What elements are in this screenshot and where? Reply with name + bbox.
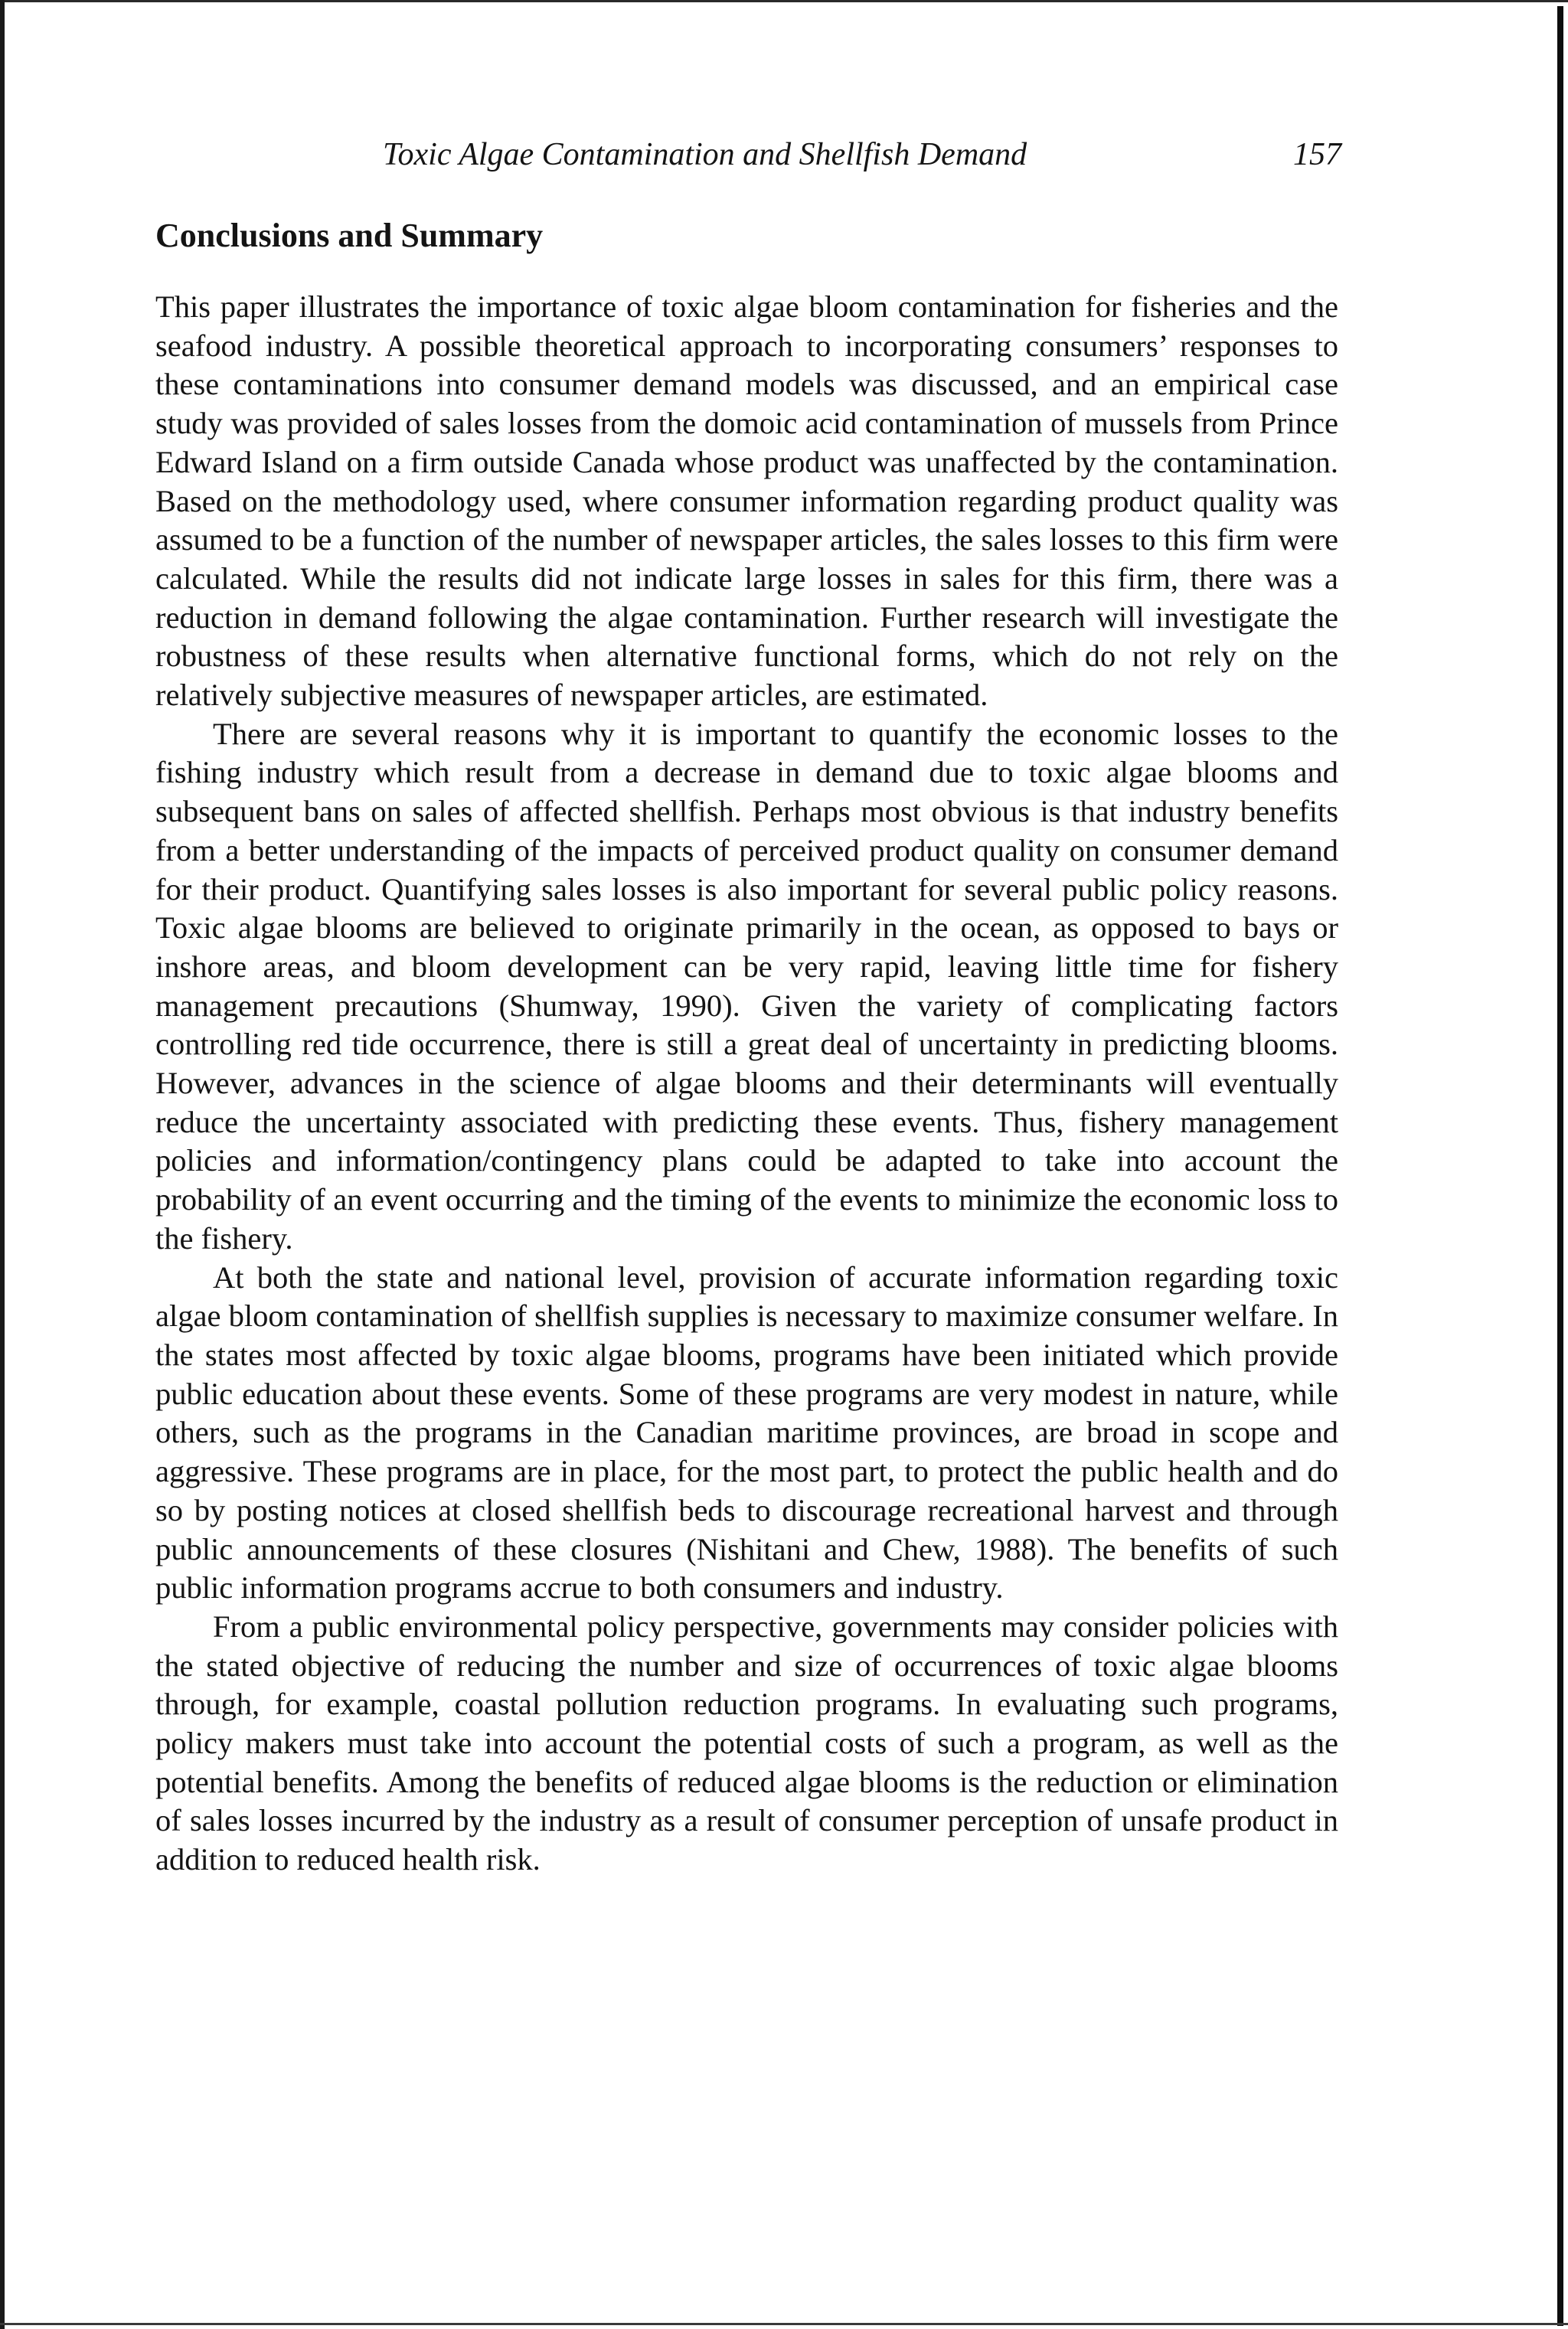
scan-border-bottom [0,2323,1568,2325]
paragraph-public-information: At both the state and national level, provision of accurate information regarding toxic algae bloom contamination of shellfish supplies is necessary to maximize consumer welfare. In the states most affected by toxic algae blooms, programs have been initiated which provide public education about these events. Some of these programs are very modest in nature, while others, such as the programs in the Canadian maritime provinces, are broad in scope and aggressive. These programs are in place, for the most part, to protect the public health and do so by posting notices at closed shellfish beds to discourage recreational harvest and through public announcements of these closures (Nishitani and Chew, 1988). The benefits of such public information programs accrue to both consumers and industry. [155,1259,1338,1605]
page-number: 157 [1293,137,1341,172]
paragraph-summary: This paper illustrates the importance of toxic algae bloom contamination for fisheries and the seafood industry. A possible theoretical approach to incorporating consumers’ responses to these contaminations into consumer demand models was discussed, and an empirical case study was provided of sales losses from the domoic acid contamination of mussels from Prince Edward Island on a firm outside Canada whose product was unaffected by the contamination. Based on the methodology used, where consumer information regarding product quality was assumed to be a function of the number of newspaper articles, the sales losses to this firm were calculated. While the results did not indicate large losses in sales for this firm, there was a reduction in demand following the algae contamination. Further research will investigate the robustness of these results when alternative functional forms, which do not rely on the relatively subjective measures of newspaper articles, are estimated. [155,289,1338,713]
running-head-title: Toxic Algae Contamination and Shellfish Demand [383,137,1027,172]
scan-border-top [0,0,1568,2]
section-heading: Conclusions and Summary [155,217,544,254]
paragraph-environmental-policy: From a public environmental policy perspective, governments may consider policies with the stated objective of reducing the number and size of occurrences of toxic algae blooms through, for example, coastal pollution reduction programs. In evaluating such programs, policy makers must take into account the potential costs of such a program, as well as the potential benefits. Among the benefits of reduced algae blooms is the reduction or elimination of sales losses incurred by the industry as a result of consumer perception of unsafe product in addition to reduced health risk. [155,1609,1338,1877]
paragraph-economic-losses: There are several reasons why it is important to quantify the economic losses to the fishing industry which result from a decrease in demand due to toxic algae blooms and subsequent bans on sales of affected shellfish. Perhaps most obvious is that industry benefits from a better understanding of the impacts of perceived product quality on consumer demand for their product. Quantifying sales losses is also important for several public policy reasons. Toxic algae blooms are believed to originate primarily in the ocean, as opposed to bays or inshore areas, and bloom development can be very rapid, leaving little time for fishery management precautions (Shumway, 1990). Given the variety of complicating factors controlling red tide occurrence, there is still a great deal of uncertainty in predicting blooms. However, advances in the science of algae blooms and their determinants will eventually reduce the uncertainty associated with predicting these events. Thus, fishery management policies and information/contingency plans could be adapted to take into account the probability of an event occurring and the timing of the events to minimize the economic loss to the fishery. [155,716,1338,1256]
body-text [155,288,1338,1880]
running-head [383,136,1344,182]
scan-border-right [1557,6,1563,2326]
scan-border-left [0,0,5,2329]
